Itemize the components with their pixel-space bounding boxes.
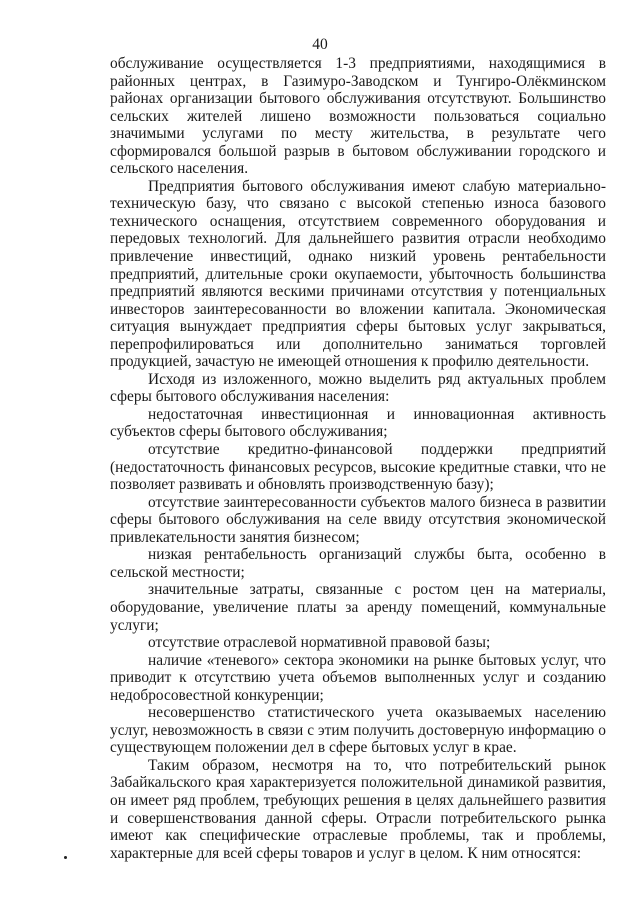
- paragraph: Исходя из изложенного, можно выделить ряд актуальных проблем сферы бытового обслуживания населения:: [110, 370, 606, 406]
- page-number: 40: [312, 36, 328, 53]
- paragraph: несовершенство статистического учета оказываемых населению услуг, невозможность в связи с этим получить достоверную информацию о существующем положении дел в сфере бытовых услуг в крае.: [110, 704, 606, 757]
- body-text: [110, 55, 606, 862]
- paragraph: низкая рентабельность организаций службы быта, особенно в сельской местности;: [110, 546, 606, 581]
- paragraph: недостаточная инвестиционная и инновационная активность субъектов сферы бытового обслуживания;: [110, 405, 606, 441]
- scan-dot-mark: [64, 856, 67, 859]
- paragraph: обслуживание осуществляется 1-3 предприятиями, находящимися в районных центрах, в Газимуро-Заводском и Тунгиро-Олёкминском районах организации бытового обслуживания отсутствуют. Большинство сельских жителей лишено возможности пользоваться социально значимыми услугами по месту жительства, в результате чего сформировался большой разрыв в бытовом обслуживании городского и сельского населения.: [110, 55, 606, 178]
- paragraph: Таким образом, несмотря на то, что потребительский рынок Забайкальского края характеризуется положительной динамикой развития, он имеет ряд проблем, требующих решения в целях дальнейшего развития и совершенствования данной сферы. Отрасли потребительского рынка имеют как специфические отраслевые проблемы, так и проблемы, характерные для всей сферы товаров и услуг в целом. К ним относятся:: [110, 756, 606, 862]
- paragraph: отсутствие отраслевой нормативной правовой базы;: [148, 634, 491, 652]
- paragraph: отсутствие кредитно-финансовой поддержки предприятий (недостаточность финансовых ресурсов, высокие кредитные ставки, что не позволяет развивать и обновлять производственную базу);: [110, 441, 606, 494]
- paragraph: отсутствие заинтересованности субъектов малого бизнеса в развитии сферы бытового обслуживания на селе ввиду отсутствия экономической привлекательности занятия бизнесом;: [110, 493, 606, 546]
- paragraph: Предприятия бытового обслуживания имеют слабую материально-техническую базу, что связано с высокой степенью износа базового технического оснащения, отсутствием современного оборудования и передовых технологий. Для дальнейшего развития отрасли необходимо привлечение инвестиций, однако низкий уровень рентабельности предприятий, длительные сроки окупаемости, убыточность большинства предприятий являются вескими причинами отсутствия у потенциальных инвесторов заинтересованности во вложении капитала. Экономическая ситуация вынуждает предприятия сферы бытовых услуг закрываться, перепрофилироваться или дополнительно заниматься торговлей продукцией, зачастую не имеющей отношения к профилю деятельности.: [110, 177, 606, 371]
- paragraph: значительные затраты, связанные с ростом цен на материалы, оборудование, увеличение платы за аренду помещений, коммунальные услуги;: [110, 581, 606, 634]
- paragraph: наличие «теневого» сектора экономики на рынке бытовых услуг, что приводит к отсутствию учета объемов выполненных услуг и созданию недобросовестной конкуренции;: [110, 651, 606, 704]
